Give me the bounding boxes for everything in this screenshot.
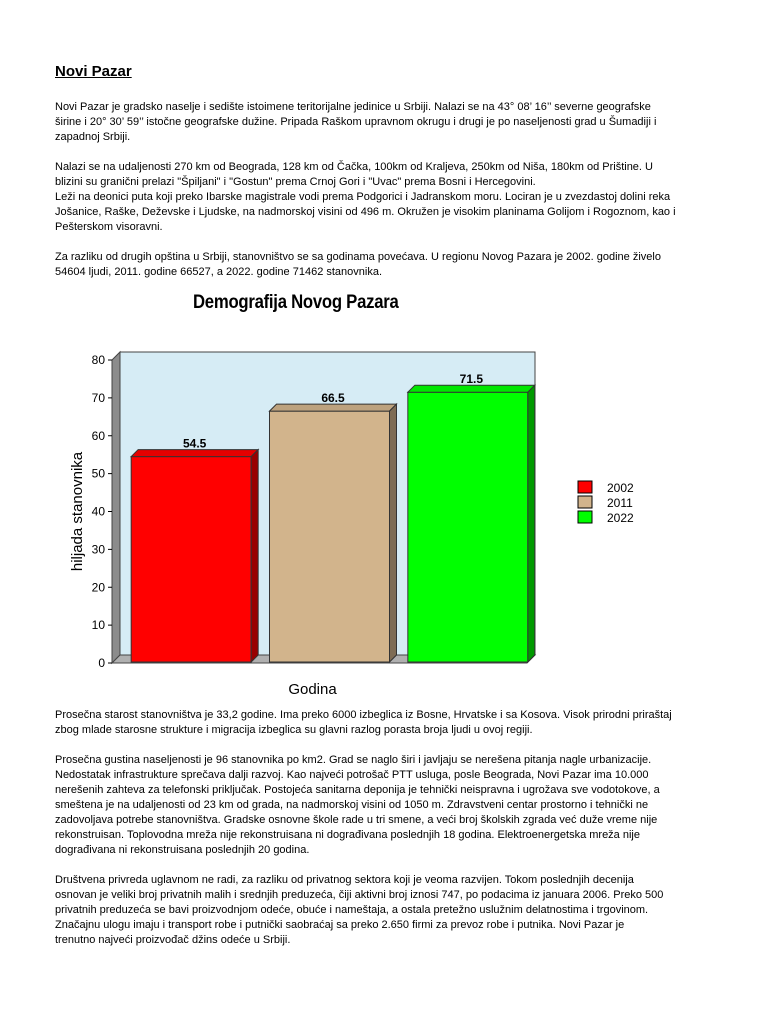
y-tick-label: 70 [91, 390, 105, 405]
paragraph-line: privatnih preduzeća se bavi proizvodnjom odeće, obuće i nameštaja, a ostala pretežno uslužnim delatnostima i trgovinom. [55, 904, 649, 916]
plot-left-wall [112, 352, 120, 663]
chart-svg [50, 292, 730, 698]
paragraph-line: Nedostatak infrastrukture sprečava dalji razvoj. Kao najveći potrošač PTT usluga, posle Beograda, Novi Pazar ima 10.000 [55, 769, 649, 781]
paragraph [55, 708, 720, 738]
data-label: 66.5 [321, 391, 345, 406]
paragraph-line: Prosečna gustina naseljenosti je 96 stanovnika po km2. Grad se naglo širi i javljaju se nerešena pitanja nagle urbanizacije. [55, 754, 652, 766]
y-tick-label: 40 [91, 504, 105, 519]
intro-section [55, 100, 715, 280]
y-tick-label: 10 [91, 618, 105, 633]
legend-label: 2022 [607, 511, 634, 525]
chart-title: Demografija Novog Pazara [193, 292, 399, 313]
paragraph-line: nerešenih zahteva za telefonski priključak. Postojeća sanitarna deponija je tehnički neispravna i ugrožava sve vodotokove, a [55, 784, 660, 796]
paragraph-line: zadovoljava potrebe stanovništva. Gradske osnovne škole rade u tri smene, a veći broj školskih zgrada već duže vreme nije [55, 814, 658, 826]
outro-section [55, 708, 720, 963]
paragraph-line: Značajnu ulogu imaju i transport robe i putnički saobraćaj sa preko 2.650 firmi za prevoz robe i putnika. Novi Pazar je [55, 919, 625, 931]
y-tick-label: 20 [91, 580, 105, 595]
y-tick-label: 80 [91, 353, 105, 367]
paragraph-line: trenutno najveći proizvođač džins odeće u Srbiji. [55, 934, 291, 946]
legend-swatch [578, 496, 592, 508]
paragraph-line: dograđivana ni rekonstruisana poslednjih 20 godina. [55, 844, 310, 856]
paragraph-line: blizini su granični prelazi "Špiljani" i "Gostun" prema Crnoj Gori i "Uvac" prema Bosni i Hercegovini. [55, 176, 536, 188]
y-tick-label: 0 [98, 656, 105, 670]
data-label: 71.5 [459, 372, 484, 387]
bar-side [251, 450, 258, 662]
paragraph-line: Jošanice, Raške, Deževske i Ljudske, na nadmorskoj visini od 496 m. Okružen je visokim planinama Golijom i Rogoznom, kao i [55, 206, 676, 218]
paragraph-line: Društvena privreda uglavnom ne radi, za razliku od privatnog sektora koji je veoma razvijen. Tokom poslednjih decenija [55, 874, 634, 886]
bar-top [408, 385, 535, 392]
legend-label: 2002 [607, 481, 634, 495]
paragraph [55, 250, 715, 280]
paragraph-line: širine i 20° 30’ 59’’ istočne geografske dužine. Pripada Raškom upravnom okrugu i drugi je po naseljenosti grad u Šumadiji i [55, 116, 657, 128]
paragraph [55, 160, 715, 235]
bar [131, 457, 251, 662]
paragraph-line: Nalazi se na udaljenosti 270 km od Beograda, 128 km od Čačka, 100km od Kraljeva, 250km od Niša, 180km od Prištine. U [55, 161, 653, 173]
x-axis-label: Godina [288, 681, 337, 698]
paragraph-line: 54604 ljudi, 2011. godine 66527, a 2022. godine 71462 stanovnika. [55, 266, 383, 278]
legend-swatch [578, 511, 592, 523]
paragraph [55, 753, 720, 858]
bar [270, 411, 390, 662]
bar-side [528, 385, 535, 662]
paragraph-line: Pešterskom visoravni. [55, 221, 163, 233]
legend-label: 2011 [607, 496, 633, 510]
document-title: Novi Pazar [55, 63, 132, 80]
y-tick-label: 30 [91, 542, 105, 557]
bar-top [270, 404, 397, 411]
paragraph-line: rekonstruisan. Toplovodna mreža nije rekonstruisana ni dograđivana poslednjih 18 godina. Elektroenergetska mreža nije [55, 829, 640, 841]
bar-side [390, 404, 397, 662]
paragraph-line: Leži na deonici puta koji preko Ibarske magistrale vodi prema Podgorici i Jadranskom moru. Lociran je u zvezdastoj dolini reka [55, 191, 671, 203]
paragraph [55, 100, 715, 145]
paragraph-line: osnovan je veliki broj privatnih malih i srednjih preduzeća, čiji aktivni broj iznosi 747, po podacima iz januara 2006. Preko 500 [55, 889, 664, 901]
paragraph-line: zbog mlade starosne strukture i migracija izbeglica su glavni razlog porasta broja ljudi u ovoj regiji. [55, 724, 533, 736]
paragraph-line: zapadnoj Srbiji. [55, 131, 131, 143]
y-tick-label: 50 [91, 466, 105, 481]
paragraph-line: Prosečna starost stanovništva je 33,2 godine. Ima preko 6000 izbeglica iz Bosne, Hrvatske i sa Kosova. Visok prirodni priraštaj [55, 709, 672, 721]
paragraph [55, 873, 720, 948]
y-tick-label: 60 [91, 428, 105, 443]
bar-top [131, 450, 258, 457]
paragraph-line: Novi Pazar je gradsko naselje i sedište istoimene teritorijalne jedinice u Srbiji. Nalazi se na 43° 08’ 16’’ severne geografske [55, 101, 651, 113]
bar [408, 392, 528, 662]
chart [50, 292, 730, 698]
legend-swatch [578, 481, 592, 493]
y-axis-label: hiljada stanovnika [69, 451, 86, 572]
data-label: 54.5 [182, 436, 207, 451]
document [55, 62, 715, 295]
paragraph-line: Za razliku od drugih opština u Srbiji, stanovništvo se sa godinama povećava. U regionu Novog Pazara je 2002. godine živelo [55, 251, 661, 263]
paragraph-line: smeštena je na udaljenosti od 23 km od grada, na nadmorskoj visini od 1050 m. Zdravstveni centar prostorno i tehnički ne [55, 799, 649, 811]
